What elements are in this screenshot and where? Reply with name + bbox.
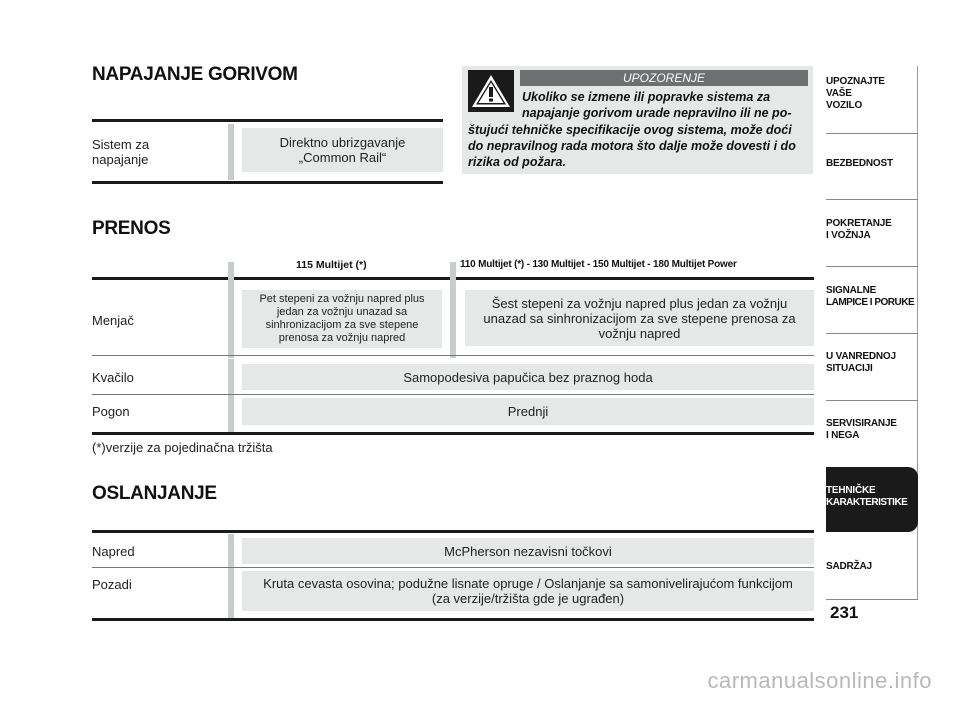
warning-text-line3: štujući tehničke specifikacije ovog sistema, može doći xyxy=(468,123,792,137)
fuel-system-value-line2: „Common Rail“ xyxy=(298,150,387,165)
column-separator xyxy=(228,262,234,358)
row-divider xyxy=(92,394,814,395)
sidebar-tab-upoznajte[interactable] xyxy=(826,76,916,112)
column-separator xyxy=(228,124,234,180)
tab-divider xyxy=(826,400,918,401)
clutch-value: Samopodesiva papučica bez praznog hoda xyxy=(242,364,814,390)
fuel-system-label: Sistem za napajanje xyxy=(92,137,150,167)
tab-label-line: VAŠE xyxy=(826,88,852,99)
warning-text-line1: Ukoliko se izmene ili popravke sistema za xyxy=(522,90,771,104)
tab-divider xyxy=(826,333,918,334)
table-bottom-rule xyxy=(92,432,814,435)
sidebar-tab-signalne[interactable] xyxy=(826,285,916,309)
warning-text-line2: napajanje gorivom urade nepravilno ili ne po- xyxy=(522,106,792,120)
watermark: carmanualsonline.info xyxy=(707,668,932,693)
tab-label-line: VOZILO xyxy=(826,100,863,111)
row-divider xyxy=(92,567,814,568)
tab-label-line: I VOŽNJA xyxy=(826,230,871,241)
section-title-fuel: NAPAJANJE GORIVOM xyxy=(92,64,298,85)
front-suspension-label: Napred xyxy=(92,544,135,559)
row-divider xyxy=(92,355,814,356)
tab-label-line: UPOZNAJTE xyxy=(826,76,885,87)
tab-label-line: SITUACIJI xyxy=(826,363,873,374)
section-title-transmission: PRENOS xyxy=(92,218,171,239)
warning-text-line4: do nepravilnog rada motora što dalje može dovesti i do xyxy=(468,139,796,153)
sidebar-tab-sadrzaj[interactable] xyxy=(826,561,916,573)
rear-suspension-value: Kruta cevasta osovina; podužne lisnate opruge / Oslanjanje sa samonivelirajućom funkcijom (za verzije/tržišta gde je ugrađen) xyxy=(242,571,814,611)
tab-label-line: SIGNALNE xyxy=(826,285,877,296)
gearbox-value-multijet: Šest stepeni za vožnju napred plus jedan za vožnju unazad sa sinhronizacijom za sve stepene prenosa za vožnju napred xyxy=(465,290,814,346)
front-suspension-value: McPherson nezavisni točkovi xyxy=(242,538,814,564)
tab-label-line: KARAKTERISTIKE xyxy=(826,497,908,508)
tab-label-line: SERVISIRANJE xyxy=(826,418,897,429)
tab-label-line: SADRŽAJ xyxy=(826,561,872,572)
tab-divider xyxy=(826,199,918,200)
page-number: 231 xyxy=(830,603,859,622)
section-title-suspension: OSLANJANJE xyxy=(92,483,217,504)
tab-divider xyxy=(826,266,918,267)
tab-label-line: I NEGA xyxy=(826,430,860,441)
gearbox-label: Menjač xyxy=(92,313,134,328)
tab-label-line: U VANREDNOJ xyxy=(826,351,896,362)
fuel-system-value-line1: Direktno ubrizgavanje xyxy=(279,135,406,150)
sidebar-tab-tehnicke[interactable] xyxy=(826,485,916,509)
drive-value: Prednji xyxy=(242,398,814,425)
column-separator xyxy=(450,262,456,358)
footnote: (*)verzije za pojedinačna tržišta xyxy=(92,440,273,455)
tab-label-line: LAMPICE I PORUKE xyxy=(826,297,915,308)
fuel-system-value xyxy=(242,128,443,172)
tab-divider xyxy=(826,599,918,600)
tab-label-line: TEHNIČKE xyxy=(826,485,876,496)
tab-label-line: POKRETANJE xyxy=(826,218,892,229)
column-separator xyxy=(228,534,234,618)
table-top-rule xyxy=(92,530,814,533)
warning-text-line5: rizika od požara. xyxy=(468,155,566,169)
column-separator xyxy=(228,359,234,433)
warning-title: UPOZORENJE xyxy=(520,70,808,86)
column-header-multijet: 110 Multijet (*) - 130 Multijet - 150 Multijet - 180 Multijet Power xyxy=(460,259,737,270)
tab-divider xyxy=(826,133,918,134)
clutch-label: Kvačilo xyxy=(92,370,134,385)
sidebar-tab-vanrednoj[interactable] xyxy=(826,351,916,375)
table-bottom-rule xyxy=(92,181,443,184)
table-bottom-rule xyxy=(92,618,814,621)
rear-suspension-label: Pozadi xyxy=(92,577,132,592)
sidebar-tab-pokretanje[interactable] xyxy=(826,218,916,242)
warning-triangle-icon xyxy=(468,70,514,112)
table-top-rule xyxy=(92,119,443,122)
column-header-115: 115 Multijet (*) xyxy=(296,259,367,271)
drive-label: Pogon xyxy=(92,404,130,419)
tab-label-line: BEZBEDNOST xyxy=(826,158,893,169)
sidebar-tab-bezbednost[interactable] xyxy=(826,158,916,170)
sidebar-tab-servisiranje[interactable] xyxy=(826,418,916,442)
gearbox-value-115: Pet stepeni za vožnju napred plus jedan za vožnju unazad sa sinhronizacijom za sve stepene prenosa za vožnju napred xyxy=(242,290,442,348)
